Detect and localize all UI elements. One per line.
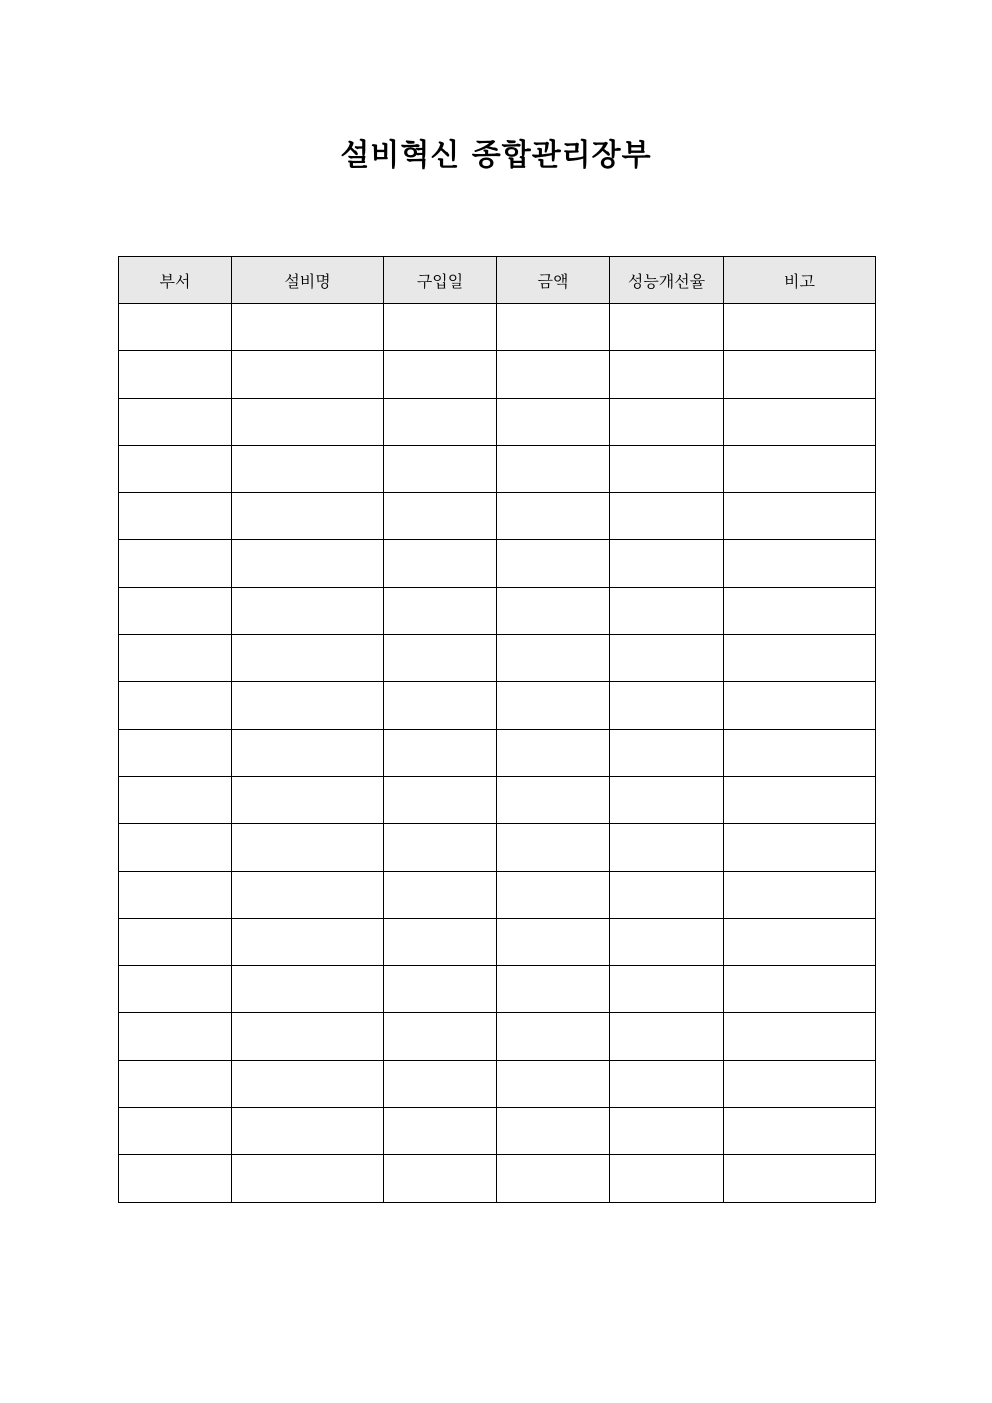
cell-remarks[interactable] <box>724 635 876 682</box>
cell-performance-improvement[interactable] <box>610 351 724 398</box>
table-row <box>119 1013 876 1060</box>
cell-performance-improvement[interactable] <box>610 1060 724 1107</box>
header-remarks: 비고 <box>724 257 876 304</box>
cell-equipment-name[interactable] <box>232 1108 384 1155</box>
cell-department[interactable] <box>119 1060 232 1107</box>
cell-amount[interactable] <box>497 540 610 587</box>
header-row <box>119 257 876 304</box>
table-row <box>119 304 876 351</box>
cell-remarks[interactable] <box>724 587 876 634</box>
cell-department[interactable] <box>119 540 232 587</box>
cell-performance-improvement[interactable] <box>610 1013 724 1060</box>
cell-amount[interactable] <box>497 1060 610 1107</box>
cell-remarks[interactable] <box>724 1155 876 1202</box>
cell-department[interactable] <box>119 351 232 398</box>
header-department: 부서 <box>119 257 232 304</box>
cell-performance-improvement[interactable] <box>610 871 724 918</box>
header-purchase-date: 구입일 <box>384 257 497 304</box>
cell-remarks[interactable] <box>724 351 876 398</box>
cell-department[interactable] <box>119 635 232 682</box>
table-row <box>119 1108 876 1155</box>
table-row <box>119 871 876 918</box>
table-row <box>119 966 876 1013</box>
cell-department[interactable] <box>119 587 232 634</box>
cell-purchase-date[interactable] <box>384 351 497 398</box>
table-row <box>119 1060 876 1107</box>
cell-department[interactable] <box>119 1155 232 1202</box>
table-row <box>119 682 876 729</box>
cell-department[interactable] <box>119 871 232 918</box>
cell-remarks[interactable] <box>724 1013 876 1060</box>
cell-performance-improvement[interactable] <box>610 493 724 540</box>
table-row <box>119 635 876 682</box>
table-row <box>119 729 876 776</box>
cell-purchase-date[interactable] <box>384 493 497 540</box>
header-performance-improvement: 성능개선율 <box>610 257 724 304</box>
cell-department[interactable] <box>119 682 232 729</box>
cell-amount[interactable] <box>497 351 610 398</box>
cell-purchase-date[interactable] <box>384 918 497 965</box>
cell-purchase-date[interactable] <box>384 682 497 729</box>
cell-remarks[interactable] <box>724 776 876 823</box>
cell-performance-improvement[interactable] <box>610 1108 724 1155</box>
cell-amount[interactable] <box>497 1108 610 1155</box>
cell-purchase-date[interactable] <box>384 1060 497 1107</box>
page-title: 설비혁신 종합관리장부 <box>340 138 652 173</box>
cell-performance-improvement[interactable] <box>610 776 724 823</box>
cell-performance-improvement[interactable] <box>610 540 724 587</box>
cell-purchase-date[interactable] <box>384 1108 497 1155</box>
table-row <box>119 1155 876 1202</box>
cell-equipment-name[interactable] <box>232 304 384 351</box>
cell-equipment-name[interactable] <box>232 1013 384 1060</box>
header-amount: 금액 <box>497 257 610 304</box>
cell-equipment-name[interactable] <box>232 587 384 634</box>
cell-purchase-date[interactable] <box>384 540 497 587</box>
cell-remarks[interactable] <box>724 682 876 729</box>
cell-amount[interactable] <box>497 304 610 351</box>
cell-department[interactable] <box>119 304 232 351</box>
cell-amount[interactable] <box>497 1155 610 1202</box>
table-row <box>119 587 876 634</box>
cell-department[interactable] <box>119 918 232 965</box>
cell-performance-improvement[interactable] <box>610 1155 724 1202</box>
cell-department[interactable] <box>119 493 232 540</box>
cell-performance-improvement[interactable] <box>610 918 724 965</box>
cell-remarks[interactable] <box>724 398 876 445</box>
cell-performance-improvement[interactable] <box>610 587 724 634</box>
cell-equipment-name[interactable] <box>232 540 384 587</box>
cell-purchase-date[interactable] <box>384 966 497 1013</box>
cell-equipment-name[interactable] <box>232 871 384 918</box>
cell-remarks[interactable] <box>724 966 876 1013</box>
cell-performance-improvement[interactable] <box>610 304 724 351</box>
cell-amount[interactable] <box>497 966 610 1013</box>
cell-remarks[interactable] <box>724 1108 876 1155</box>
cell-purchase-date[interactable] <box>384 635 497 682</box>
cell-department[interactable] <box>119 445 232 492</box>
cell-remarks[interactable] <box>724 918 876 965</box>
cell-equipment-name[interactable] <box>232 776 384 823</box>
cell-equipment-name[interactable] <box>232 493 384 540</box>
cell-performance-improvement[interactable] <box>610 966 724 1013</box>
cell-purchase-date[interactable] <box>384 1013 497 1060</box>
table-row <box>119 351 876 398</box>
cell-amount[interactable] <box>497 682 610 729</box>
cell-department[interactable] <box>119 824 232 871</box>
cell-purchase-date[interactable] <box>384 587 497 634</box>
cell-equipment-name[interactable] <box>232 1060 384 1107</box>
cell-performance-improvement[interactable] <box>610 824 724 871</box>
cell-amount[interactable] <box>497 918 610 965</box>
table-body <box>119 304 876 1203</box>
cell-amount[interactable] <box>497 871 610 918</box>
cell-equipment-name[interactable] <box>232 635 384 682</box>
cell-department[interactable] <box>119 729 232 776</box>
cell-remarks[interactable] <box>724 871 876 918</box>
cell-equipment-name[interactable] <box>232 445 384 492</box>
cell-purchase-date[interactable] <box>384 871 497 918</box>
header-equipment-name: 설비명 <box>232 257 384 304</box>
cell-remarks[interactable] <box>724 493 876 540</box>
table-row <box>119 918 876 965</box>
cell-department[interactable] <box>119 1013 232 1060</box>
cell-purchase-date[interactable] <box>384 1155 497 1202</box>
cell-department[interactable] <box>119 1108 232 1155</box>
cell-remarks[interactable] <box>724 540 876 587</box>
cell-purchase-date[interactable] <box>384 398 497 445</box>
cell-department[interactable] <box>119 966 232 1013</box>
cell-amount[interactable] <box>497 776 610 823</box>
cell-amount[interactable] <box>497 1013 610 1060</box>
cell-department[interactable] <box>119 776 232 823</box>
cell-purchase-date[interactable] <box>384 729 497 776</box>
cell-equipment-name[interactable] <box>232 398 384 445</box>
cell-amount[interactable] <box>497 729 610 776</box>
cell-remarks[interactable] <box>724 729 876 776</box>
cell-equipment-name[interactable] <box>232 682 384 729</box>
table-row <box>119 776 876 823</box>
cell-purchase-date[interactable] <box>384 304 497 351</box>
cell-department[interactable] <box>119 398 232 445</box>
table-row <box>119 493 876 540</box>
cell-amount[interactable] <box>497 398 610 445</box>
cell-amount[interactable] <box>497 445 610 492</box>
table-row <box>119 540 876 587</box>
cell-performance-improvement[interactable] <box>610 682 724 729</box>
cell-performance-improvement[interactable] <box>610 398 724 445</box>
cell-purchase-date[interactable] <box>384 776 497 823</box>
cell-amount[interactable] <box>497 587 610 634</box>
cell-performance-improvement[interactable] <box>610 729 724 776</box>
cell-equipment-name[interactable] <box>232 729 384 776</box>
cell-amount[interactable] <box>497 635 610 682</box>
cell-equipment-name[interactable] <box>232 966 384 1013</box>
cell-equipment-name[interactable] <box>232 824 384 871</box>
cell-remarks[interactable] <box>724 824 876 871</box>
equipment-ledger-table <box>118 256 876 1203</box>
table-row <box>119 445 876 492</box>
cell-equipment-name[interactable] <box>232 918 384 965</box>
cell-performance-improvement[interactable] <box>610 635 724 682</box>
cell-performance-improvement[interactable] <box>610 445 724 492</box>
table-row <box>119 398 876 445</box>
cell-remarks[interactable] <box>724 304 876 351</box>
cell-purchase-date[interactable] <box>384 445 497 492</box>
cell-amount[interactable] <box>497 493 610 540</box>
cell-remarks[interactable] <box>724 1060 876 1107</box>
cell-remarks[interactable] <box>724 445 876 492</box>
cell-equipment-name[interactable] <box>232 1155 384 1202</box>
cell-amount[interactable] <box>497 824 610 871</box>
cell-purchase-date[interactable] <box>384 824 497 871</box>
cell-equipment-name[interactable] <box>232 351 384 398</box>
table-row <box>119 824 876 871</box>
